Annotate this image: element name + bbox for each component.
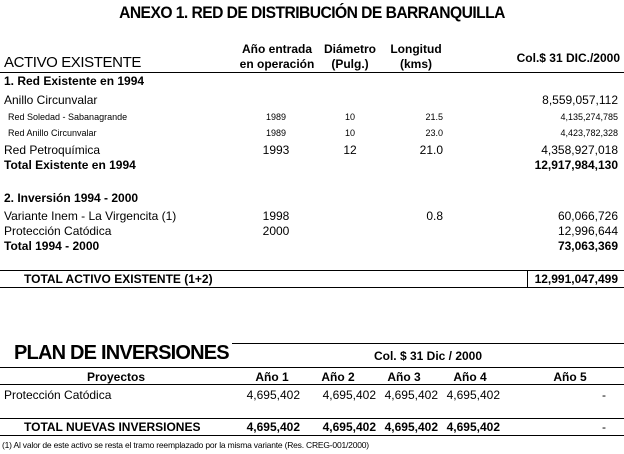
currency-header: Col. $ 31 Dic / 2000 xyxy=(373,349,483,363)
header-divider xyxy=(0,72,624,73)
plan-row-value: 4,695,402 xyxy=(246,388,300,402)
grand-total-top-border xyxy=(0,270,624,271)
row-name: Red Soledad - Sabanagrande xyxy=(8,112,128,122)
group2-heading: 2. Inversión 1994 - 2000 xyxy=(4,191,139,205)
row-year: 2000 xyxy=(262,224,290,238)
group1-heading: 1. Red Existente en 1994 xyxy=(4,74,145,88)
group1-total-value: 12,917,984,130 xyxy=(534,158,618,172)
diameter-header-line2: (Pulg.) xyxy=(331,57,369,71)
plan-row-value: - xyxy=(602,388,606,402)
group2-total-label: Total 1994 - 2000 xyxy=(4,239,100,253)
row-value: 4,423,782,328 xyxy=(560,128,618,138)
group1-total-label: Total Existente en 1994 xyxy=(4,158,136,172)
year-col-header: Año 5 xyxy=(553,370,587,384)
year-col-header: Año 2 xyxy=(321,370,355,384)
row-name: Anillo Circunvalar xyxy=(4,93,98,107)
row-diameter: 10 xyxy=(344,112,355,122)
plan-total-value: - xyxy=(602,420,606,434)
row-year: 1989 xyxy=(265,112,287,122)
row-length: 0.8 xyxy=(426,209,443,223)
assets-section-title: ACTIVO EXISTENTE xyxy=(4,54,141,71)
row-length: 23.0 xyxy=(425,128,443,138)
row-value: 8,559,057,112 xyxy=(542,93,618,107)
row-diameter: 10 xyxy=(344,128,355,138)
row-name: Protección Catódica xyxy=(4,224,112,238)
plan-total-value: 4,695,402 xyxy=(322,420,376,434)
row-length: 21.0 xyxy=(419,143,443,157)
length-header-line1: Longitud xyxy=(390,42,442,56)
row-year: 1989 xyxy=(265,128,287,138)
row-value: 12,996,644 xyxy=(557,224,618,238)
plan-top-border xyxy=(232,343,624,344)
plan-row-value: 4,695,402 xyxy=(384,388,438,402)
row-name: Red Petroquímica xyxy=(4,143,101,157)
year-header xyxy=(232,42,322,72)
row-year: 1993 xyxy=(262,143,290,157)
diameter-header-line1: Diámetro xyxy=(323,42,376,56)
plan-total-value: 4,695,402 xyxy=(384,420,438,434)
group2-total-value: 73,063,369 xyxy=(557,239,618,253)
grand-total-value: 12,991,047,499 xyxy=(534,272,618,286)
plan-total-value: 4,695,402 xyxy=(446,420,500,434)
plan-total-value: 4,695,402 xyxy=(246,420,300,434)
grand-total-bottom-border xyxy=(0,287,624,288)
projects-header: Proyectos xyxy=(86,370,146,384)
row-name: Red Anillo Circunvalar xyxy=(8,128,97,138)
row-value: 60,066,726 xyxy=(557,209,618,223)
year-header-line1: Año entrada xyxy=(241,42,312,56)
row-year: 1998 xyxy=(262,209,290,223)
footnote: (1) Al valor de este activo se resta el tramo reemplazado por la misma variante (Res. CREG-001/2000) xyxy=(2,440,369,450)
row-length: 21.5 xyxy=(425,112,443,122)
plan-columns-border xyxy=(0,384,624,385)
plan-row-value: 4,695,402 xyxy=(322,388,376,402)
plan-total-bottom-border xyxy=(0,435,624,436)
plan-row-value: 4,695,402 xyxy=(446,388,500,402)
plan-total-top-border xyxy=(0,418,624,419)
plan-header-border xyxy=(0,367,624,368)
diameter-header xyxy=(320,42,380,72)
year-header-line2: en operación xyxy=(239,57,315,71)
row-value: 4,135,274,785 xyxy=(560,112,618,122)
row-diameter: 12 xyxy=(343,143,357,157)
year-col-header: Año 3 xyxy=(387,370,421,384)
document-title: ANEXO 1. RED DE DISTRIBUCIÓN DE BARRANQUILLA xyxy=(119,3,505,22)
plan-row-name: Protección Catódica xyxy=(4,388,112,402)
row-name: Variante Inem - La Virgencita (1) xyxy=(4,209,177,223)
grand-total-label: TOTAL ACTIVO EXISTENTE (1+2) xyxy=(24,272,213,286)
length-header xyxy=(380,42,452,72)
plan-title: PLAN DE INVERSIONES xyxy=(14,342,229,364)
year-col-header: Año 1 xyxy=(255,370,289,384)
row-value: 4,358,927,018 xyxy=(541,143,618,157)
value-header: Col.$ 31 DIC./2000 xyxy=(516,51,620,65)
plan-total-label: TOTAL NUEVAS INVERSIONES xyxy=(24,420,201,434)
length-header-line2: (kms) xyxy=(399,57,432,71)
year-col-header: Año 4 xyxy=(453,370,487,384)
